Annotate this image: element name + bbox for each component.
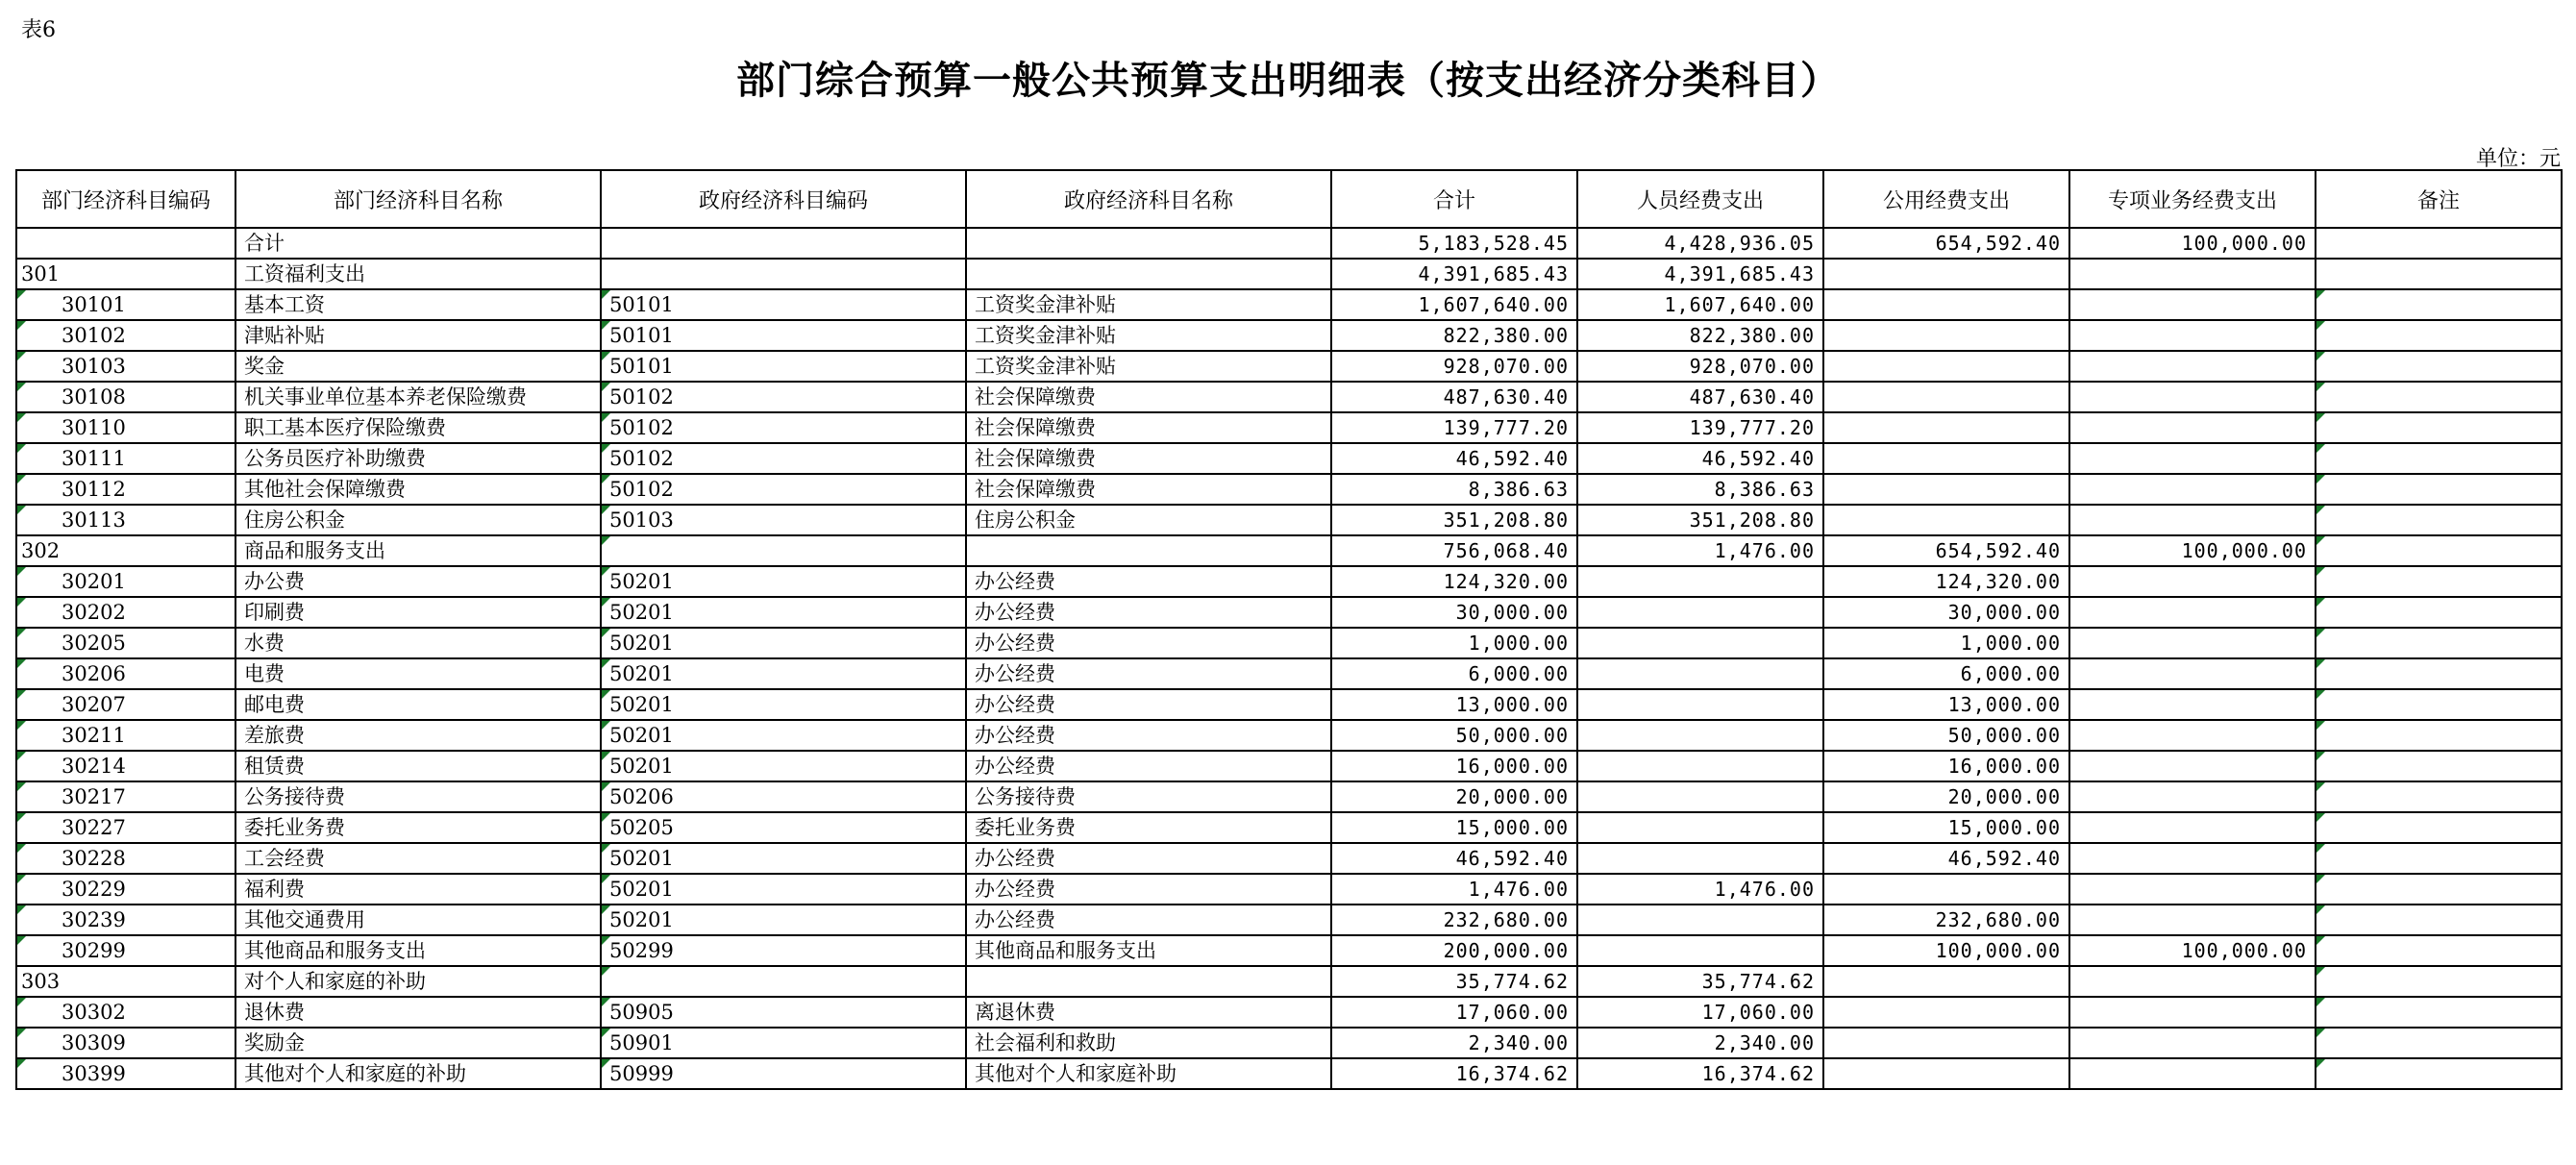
cell-total: 1,476.00: [1331, 874, 1577, 905]
cell-special: [2069, 1028, 2316, 1058]
cell-gov-code: 50101: [601, 289, 966, 320]
table-row: [16, 412, 2562, 443]
cell-dept-name: 公务员医疗补助缴费: [235, 443, 601, 474]
cell-personnel: 16,374.62: [1577, 1058, 1823, 1089]
cell-note: [2316, 874, 2562, 905]
cell-dept-name: 合计: [235, 228, 601, 259]
table-body: [16, 228, 2562, 1089]
cell-gov-code: 50201: [601, 720, 966, 751]
cell-dept-code: 30211: [16, 720, 235, 751]
cell-special: [2069, 843, 2316, 874]
cell-total: 5,183,528.45: [1331, 228, 1577, 259]
header-special: 专项业务经费支出: [2069, 170, 2316, 228]
cell-public: 16,000.00: [1823, 751, 2069, 781]
table-row: [16, 812, 2562, 843]
cell-special: [2069, 505, 2316, 535]
cell-dept-code: 30202: [16, 597, 235, 628]
cell-special: [2069, 812, 2316, 843]
table-row: [16, 997, 2562, 1028]
cell-dept-code: 30302: [16, 997, 235, 1028]
cell-personnel: [1577, 843, 1823, 874]
cell-gov-code: 50102: [601, 382, 966, 412]
table-row: [16, 566, 2562, 597]
cell-total: 13,000.00: [1331, 689, 1577, 720]
cell-personnel: [1577, 812, 1823, 843]
cell-public: 100,000.00: [1823, 935, 2069, 966]
cell-gov-name: 工资奖金津补贴: [966, 320, 1331, 351]
budget-table: [15, 169, 2563, 1090]
table-row: [16, 259, 2562, 289]
cell-total: 30,000.00: [1331, 597, 1577, 628]
cell-personnel: 139,777.20: [1577, 412, 1823, 443]
cell-special: [2069, 658, 2316, 689]
cell-gov-code: [601, 535, 966, 566]
cell-dept-name: 基本工资: [235, 289, 601, 320]
cell-dept-code: 30111: [16, 443, 235, 474]
table-row: [16, 628, 2562, 658]
table-row: [16, 843, 2562, 874]
cell-gov-name: 其他对个人和家庭补助: [966, 1058, 1331, 1089]
cell-public: 46,592.40: [1823, 843, 2069, 874]
cell-note: [2316, 412, 2562, 443]
cell-personnel: 2,340.00: [1577, 1028, 1823, 1058]
cell-personnel: 46,592.40: [1577, 443, 1823, 474]
table-row: [16, 474, 2562, 505]
cell-total: 1,000.00: [1331, 628, 1577, 658]
cell-special: [2069, 689, 2316, 720]
cell-personnel: 8,386.63: [1577, 474, 1823, 505]
cell-dept-code: 30399: [16, 1058, 235, 1089]
cell-dept-name: 其他交通费用: [235, 905, 601, 935]
cell-gov-code: 50905: [601, 997, 966, 1028]
cell-gov-code: 50206: [601, 781, 966, 812]
cell-gov-name: 社会保障缴费: [966, 443, 1331, 474]
cell-personnel: 1,476.00: [1577, 874, 1823, 905]
table-row: [16, 751, 2562, 781]
cell-gov-code: [601, 259, 966, 289]
cell-special: [2069, 628, 2316, 658]
cell-public: 124,320.00: [1823, 566, 2069, 597]
cell-personnel: 351,208.80: [1577, 505, 1823, 535]
header-note: 备注: [2316, 170, 2562, 228]
cell-gov-code: 50201: [601, 628, 966, 658]
table-row: [16, 443, 2562, 474]
cell-gov-name: 办公经费: [966, 720, 1331, 751]
cell-total: 6,000.00: [1331, 658, 1577, 689]
cell-gov-code: 50201: [601, 566, 966, 597]
cell-total: 200,000.00: [1331, 935, 1577, 966]
cell-public: [1823, 966, 2069, 997]
cell-total: 20,000.00: [1331, 781, 1577, 812]
cell-total: 17,060.00: [1331, 997, 1577, 1028]
cell-public: 30,000.00: [1823, 597, 2069, 628]
cell-dept-name: 公务接待费: [235, 781, 601, 812]
cell-gov-name: 办公经费: [966, 874, 1331, 905]
cell-personnel: [1577, 597, 1823, 628]
sheet-label: 表6: [21, 18, 56, 42]
cell-total: 1,607,640.00: [1331, 289, 1577, 320]
cell-note: [2316, 1058, 2562, 1089]
cell-dept-code: 30108: [16, 382, 235, 412]
cell-note: [2316, 443, 2562, 474]
cell-public: [1823, 1058, 2069, 1089]
cell-total: 16,374.62: [1331, 1058, 1577, 1089]
cell-note: [2316, 843, 2562, 874]
table-row: [16, 874, 2562, 905]
cell-dept-code: 30110: [16, 412, 235, 443]
cell-note: [2316, 320, 2562, 351]
cell-gov-code: 50299: [601, 935, 966, 966]
cell-dept-code: 30309: [16, 1028, 235, 1058]
cell-gov-name: [966, 228, 1331, 259]
cell-public: 1,000.00: [1823, 628, 2069, 658]
header-total: 合计: [1331, 170, 1577, 228]
cell-dept-name: 商品和服务支出: [235, 535, 601, 566]
cell-gov-code: 50102: [601, 443, 966, 474]
cell-gov-code: 50101: [601, 320, 966, 351]
cell-special: [2069, 997, 2316, 1028]
cell-special: [2069, 597, 2316, 628]
cell-special: 100,000.00: [2069, 535, 2316, 566]
cell-total: 46,592.40: [1331, 843, 1577, 874]
cell-gov-code: 50102: [601, 412, 966, 443]
cell-public: 6,000.00: [1823, 658, 2069, 689]
cell-special: [2069, 412, 2316, 443]
cell-dept-code: 30205: [16, 628, 235, 658]
header-personnel: 人员经费支出: [1577, 170, 1823, 228]
cell-personnel: 822,380.00: [1577, 320, 1823, 351]
cell-personnel: 1,476.00: [1577, 535, 1823, 566]
cell-dept-name: 工资福利支出: [235, 259, 601, 289]
cell-special: [2069, 289, 2316, 320]
cell-dept-name: 租赁费: [235, 751, 601, 781]
cell-gov-name: [966, 259, 1331, 289]
cell-total: 50,000.00: [1331, 720, 1577, 751]
cell-gov-code: 50201: [601, 843, 966, 874]
cell-total: 232,680.00: [1331, 905, 1577, 935]
cell-note: [2316, 228, 2562, 259]
cell-public: 232,680.00: [1823, 905, 2069, 935]
cell-public: [1823, 1028, 2069, 1058]
cell-note: [2316, 351, 2562, 382]
table-row: [16, 720, 2562, 751]
cell-note: [2316, 658, 2562, 689]
cell-dept-name: 其他对个人和家庭的补助: [235, 1058, 601, 1089]
cell-dept-name: 福利费: [235, 874, 601, 905]
cell-personnel: 1,607,640.00: [1577, 289, 1823, 320]
cell-note: [2316, 566, 2562, 597]
cell-gov-code: 50201: [601, 597, 966, 628]
cell-dept-code: 30229: [16, 874, 235, 905]
header-public: 公用经费支出: [1823, 170, 2069, 228]
cell-special: [2069, 751, 2316, 781]
cell-note: [2316, 935, 2562, 966]
table-row: [16, 535, 2562, 566]
cell-dept-name: 退休费: [235, 997, 601, 1028]
cell-dept-name: 对个人和家庭的补助: [235, 966, 601, 997]
table-row: [16, 966, 2562, 997]
cell-dept-code: 30217: [16, 781, 235, 812]
cell-personnel: [1577, 751, 1823, 781]
cell-gov-name: [966, 535, 1331, 566]
cell-dept-code: 30207: [16, 689, 235, 720]
cell-public: [1823, 997, 2069, 1028]
cell-dept-code: 30101: [16, 289, 235, 320]
cell-public: 15,000.00: [1823, 812, 2069, 843]
table-row: [16, 781, 2562, 812]
cell-note: [2316, 997, 2562, 1028]
cell-special: [2069, 443, 2316, 474]
cell-total: 16,000.00: [1331, 751, 1577, 781]
cell-special: [2069, 905, 2316, 935]
cell-special: [2069, 966, 2316, 997]
cell-gov-name: 办公经费: [966, 843, 1331, 874]
cell-dept-name: 印刷费: [235, 597, 601, 628]
page-title: 部门综合预算一般公共预算支出明细表（按支出经济分类科目）: [736, 58, 1840, 103]
table-row: [16, 905, 2562, 935]
cell-public: [1823, 874, 2069, 905]
cell-personnel: 4,428,936.05: [1577, 228, 1823, 259]
cell-public: [1823, 474, 2069, 505]
cell-note: [2316, 628, 2562, 658]
cell-special: [2069, 474, 2316, 505]
cell-public: 50,000.00: [1823, 720, 2069, 751]
cell-note: [2316, 966, 2562, 997]
cell-dept-code: 301: [16, 259, 235, 289]
cell-note: [2316, 1028, 2562, 1058]
cell-personnel: [1577, 566, 1823, 597]
cell-gov-name: 工资奖金津补贴: [966, 351, 1331, 382]
cell-personnel: 928,070.00: [1577, 351, 1823, 382]
cell-dept-name: 办公费: [235, 566, 601, 597]
cell-public: 13,000.00: [1823, 689, 2069, 720]
cell-note: [2316, 781, 2562, 812]
cell-gov-code: 50102: [601, 474, 966, 505]
cell-public: 654,592.40: [1823, 228, 2069, 259]
cell-note: [2316, 720, 2562, 751]
cell-dept-name: 津贴补贴: [235, 320, 601, 351]
cell-special: 100,000.00: [2069, 935, 2316, 966]
cell-gov-code: 50201: [601, 874, 966, 905]
cell-gov-code: 50901: [601, 1028, 966, 1058]
cell-dept-name: 委托业务费: [235, 812, 601, 843]
table-row: [16, 689, 2562, 720]
cell-personnel: [1577, 905, 1823, 935]
cell-total: 15,000.00: [1331, 812, 1577, 843]
cell-special: [2069, 382, 2316, 412]
cell-total: 8,386.63: [1331, 474, 1577, 505]
cell-dept-name: 其他商品和服务支出: [235, 935, 601, 966]
cell-dept-code: 30201: [16, 566, 235, 597]
cell-special: 100,000.00: [2069, 228, 2316, 259]
cell-gov-name: 办公经费: [966, 566, 1331, 597]
cell-total: 928,070.00: [1331, 351, 1577, 382]
cell-dept-code: 30228: [16, 843, 235, 874]
table-row: [16, 935, 2562, 966]
cell-note: [2316, 474, 2562, 505]
cell-public: [1823, 259, 2069, 289]
cell-total: 351,208.80: [1331, 505, 1577, 535]
cell-public: 20,000.00: [1823, 781, 2069, 812]
cell-dept-name: 工会经费: [235, 843, 601, 874]
cell-dept-name: 职工基本医疗保险缴费: [235, 412, 601, 443]
header-dept-name: 部门经济科目名称: [235, 170, 601, 228]
cell-dept-code: 30113: [16, 505, 235, 535]
cell-dept-code: [16, 228, 235, 259]
cell-total: 756,068.40: [1331, 535, 1577, 566]
cell-dept-code: 30102: [16, 320, 235, 351]
cell-total: 822,380.00: [1331, 320, 1577, 351]
cell-note: [2316, 751, 2562, 781]
cell-gov-name: 社会保障缴费: [966, 412, 1331, 443]
cell-gov-name: 委托业务费: [966, 812, 1331, 843]
table-row: [16, 228, 2562, 259]
cell-gov-name: 社会保障缴费: [966, 474, 1331, 505]
cell-gov-code: 50101: [601, 351, 966, 382]
cell-gov-code: 50103: [601, 505, 966, 535]
cell-personnel: [1577, 781, 1823, 812]
cell-gov-name: 住房公积金: [966, 505, 1331, 535]
cell-dept-code: 30227: [16, 812, 235, 843]
cell-gov-name: 其他商品和服务支出: [966, 935, 1331, 966]
table-row: [16, 351, 2562, 382]
cell-personnel: 17,060.00: [1577, 997, 1823, 1028]
cell-gov-code: 50201: [601, 751, 966, 781]
cell-personnel: 35,774.62: [1577, 966, 1823, 997]
cell-special: [2069, 259, 2316, 289]
cell-total: 139,777.20: [1331, 412, 1577, 443]
cell-note: [2316, 382, 2562, 412]
cell-gov-name: 公务接待费: [966, 781, 1331, 812]
cell-dept-code: 30206: [16, 658, 235, 689]
cell-dept-name: 住房公积金: [235, 505, 601, 535]
cell-special: [2069, 1058, 2316, 1089]
cell-dept-code: 30214: [16, 751, 235, 781]
cell-public: [1823, 351, 2069, 382]
cell-gov-name: 办公经费: [966, 597, 1331, 628]
cell-public: [1823, 289, 2069, 320]
cell-note: [2316, 535, 2562, 566]
cell-dept-name: 差旅费: [235, 720, 601, 751]
cell-gov-name: 办公经费: [966, 751, 1331, 781]
table-row: [16, 597, 2562, 628]
cell-gov-name: 办公经费: [966, 905, 1331, 935]
cell-personnel: [1577, 689, 1823, 720]
cell-note: [2316, 597, 2562, 628]
cell-gov-name: 办公经费: [966, 628, 1331, 658]
cell-dept-name: 奖励金: [235, 1028, 601, 1058]
cell-gov-code: 50201: [601, 905, 966, 935]
cell-special: [2069, 781, 2316, 812]
cell-special: [2069, 351, 2316, 382]
cell-gov-name: [966, 966, 1331, 997]
cell-public: [1823, 382, 2069, 412]
cell-gov-name: 社会保障缴费: [966, 382, 1331, 412]
cell-public: [1823, 412, 2069, 443]
cell-personnel: [1577, 935, 1823, 966]
cell-note: [2316, 689, 2562, 720]
unit-label: 单位：元: [2475, 147, 2561, 171]
cell-total: 4,391,685.43: [1331, 259, 1577, 289]
table-row: [16, 505, 2562, 535]
cell-dept-name: 电费: [235, 658, 601, 689]
cell-public: [1823, 505, 2069, 535]
cell-note: [2316, 812, 2562, 843]
cell-note: [2316, 905, 2562, 935]
cell-total: 35,774.62: [1331, 966, 1577, 997]
cell-dept-code: 30103: [16, 351, 235, 382]
table-row: [16, 289, 2562, 320]
cell-dept-name: 水费: [235, 628, 601, 658]
cell-personnel: [1577, 628, 1823, 658]
cell-dept-name: 其他社会保障缴费: [235, 474, 601, 505]
table-row: [16, 658, 2562, 689]
cell-gov-name: 社会福利和救助: [966, 1028, 1331, 1058]
table-row: [16, 1028, 2562, 1058]
cell-gov-name: 办公经费: [966, 689, 1331, 720]
cell-gov-name: 工资奖金津补贴: [966, 289, 1331, 320]
cell-gov-code: 50999: [601, 1058, 966, 1089]
cell-gov-code: 50201: [601, 689, 966, 720]
cell-dept-code: 302: [16, 535, 235, 566]
cell-personnel: [1577, 658, 1823, 689]
cell-personnel: 4,391,685.43: [1577, 259, 1823, 289]
cell-note: [2316, 289, 2562, 320]
cell-gov-code: 50201: [601, 658, 966, 689]
cell-gov-code: 50205: [601, 812, 966, 843]
cell-dept-name: 邮电费: [235, 689, 601, 720]
cell-dept-code: 30239: [16, 905, 235, 935]
cell-gov-code: [601, 228, 966, 259]
cell-note: [2316, 505, 2562, 535]
cell-total: 487,630.40: [1331, 382, 1577, 412]
cell-gov-name: 离退休费: [966, 997, 1331, 1028]
table-row: [16, 382, 2562, 412]
cell-dept-name: 机关事业单位基本养老保险缴费: [235, 382, 601, 412]
cell-public: [1823, 443, 2069, 474]
cell-public: 654,592.40: [1823, 535, 2069, 566]
header-gov-name: 政府经济科目名称: [966, 170, 1331, 228]
cell-personnel: [1577, 720, 1823, 751]
cell-total: 2,340.00: [1331, 1028, 1577, 1058]
cell-dept-name: 奖金: [235, 351, 601, 382]
header-gov-code: 政府经济科目编码: [601, 170, 966, 228]
cell-note: [2316, 259, 2562, 289]
cell-special: [2069, 566, 2316, 597]
cell-special: [2069, 320, 2316, 351]
cell-gov-code: [601, 966, 966, 997]
cell-dept-code: 303: [16, 966, 235, 997]
cell-gov-name: 办公经费: [966, 658, 1331, 689]
cell-dept-code: 30112: [16, 474, 235, 505]
cell-total: 46,592.40: [1331, 443, 1577, 474]
cell-total: 124,320.00: [1331, 566, 1577, 597]
header-row: [16, 170, 2562, 228]
cell-special: [2069, 874, 2316, 905]
table-row: [16, 320, 2562, 351]
cell-personnel: 487,630.40: [1577, 382, 1823, 412]
header-dept-code: 部门经济科目编码: [16, 170, 235, 228]
cell-public: [1823, 320, 2069, 351]
cell-special: [2069, 720, 2316, 751]
cell-dept-code: 30299: [16, 935, 235, 966]
table-row: [16, 1058, 2562, 1089]
